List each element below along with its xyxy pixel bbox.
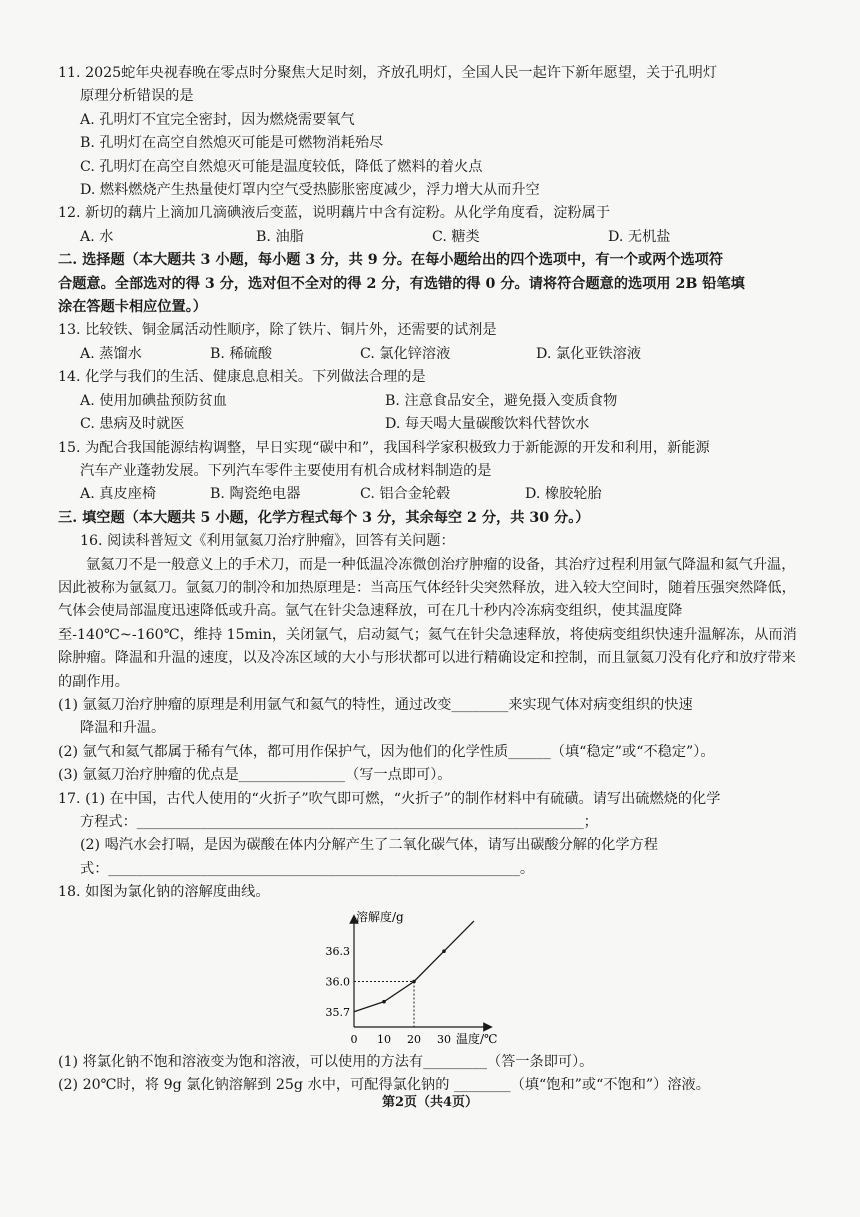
exam-page xyxy=(58,62,800,1097)
q15-option-c: C. 铝合金轮毂 xyxy=(360,486,451,503)
q14-option-d: D. 每天喝大量碳酸饮料代替饮水 xyxy=(385,416,590,433)
question-13 xyxy=(58,319,800,366)
q12-option-b: B. 油脂 xyxy=(256,228,304,245)
q14-option-b: B. 注意食品安全，避免摄入变质食物 xyxy=(385,392,618,409)
q14-option-c: C. 患病及时就医 xyxy=(80,416,185,433)
q16-intro: 16. 阅读科普短文《利用氩氦刀治疗肿瘤》，回答有关问题： xyxy=(80,533,455,550)
x-tick-label: 10 xyxy=(377,1032,391,1046)
q14-option-a: A. 使用加碘盐预防贫血 xyxy=(80,392,227,409)
q12-option-a: A. 水 xyxy=(80,228,114,245)
q15-option-a: A. 真皮座椅 xyxy=(80,486,157,503)
q11-stem-cont: 原理分析错误的是 xyxy=(80,88,194,105)
x-tick-label: 0 xyxy=(350,1032,358,1046)
q11-option-a: A. 孔明灯不宜完全密封，因为燃烧需要氧气 xyxy=(80,111,355,128)
q15-stem-cont: 汽车产业蓬勃发展。下列汽车零件主要使用有机合成材料制造的是 xyxy=(80,462,492,479)
x-tick-label: 20 xyxy=(407,1032,421,1046)
question-14 xyxy=(58,366,800,436)
question-11 xyxy=(58,62,800,202)
sec2-line-1: 二. 选择题（本大题共 3 小题，每小题 3 分，共 9 分。在每小题给出的四个选项中，有一个或两个选项符 xyxy=(58,252,724,269)
q11-option-c: C. 孔明灯在高空自然熄灭可能是温度较低，降低了燃料的着火点 xyxy=(80,158,483,175)
q15-option-d: D. 橡胶轮胎 xyxy=(525,486,602,503)
question-15 xyxy=(58,437,800,507)
q17-part-2-cont: 式：__________________________________________________________。 xyxy=(80,860,535,877)
q15-stem: 15. 为配合我国能源结构调整，早日实现“碳中和”，我国科学家积极致力于新能源的开发和利用，新能源 xyxy=(58,439,710,456)
solubility-chart-area xyxy=(58,911,800,1051)
q11-stem: 11. 2025蛇年央视春晚在零点时分聚焦大足时刻，齐放孔明灯，全国人民一起许下新年愿望，关于孔明灯 xyxy=(58,65,718,81)
solubility-chart xyxy=(310,911,520,1051)
data-point xyxy=(382,1000,386,1004)
q11-option-b: B. 孔明灯在高空自然熄灭可能是可燃物消耗殆尽 xyxy=(80,135,384,152)
section-3-header: 三. 填空题（本大题共 5 小题，化学方程式每个 3 分，其余每空 2 分，共 30 分。） xyxy=(58,509,590,526)
q11-option-d: D. 燃料燃烧产生热量使灯罩内空气受热膨胀密度减少，浮力增大从而升空 xyxy=(80,182,540,199)
q18-part-2: (2) 20℃时，将 9g 氯化钠溶解到 25g 水中，可配得氯化钠的 ________（填“饱和”或“不饱和”）溶液。 xyxy=(58,1077,710,1094)
q15-option-b: B. 陶瓷绝电器 xyxy=(210,486,301,503)
question-18 xyxy=(58,881,800,1097)
q16-part-1-cont: 降温和升温。 xyxy=(80,720,166,737)
page-footer: 第2页（共4页） xyxy=(381,1095,479,1110)
q12-stem: 12. 新切的藕片上滴加几滴碘液后变蓝，说明藕片中含有淀粉。从化学角度看，淀粉属于 xyxy=(58,205,611,222)
y-tick-label: 36.3 xyxy=(325,944,350,958)
q13-option-a: A. 蒸馏水 xyxy=(80,345,142,362)
q13-option-b: B. 稀硫酸 xyxy=(210,345,273,362)
x-tick-label: 30 xyxy=(437,1032,451,1046)
question-16 xyxy=(58,530,800,787)
q17-part-1: 17. (1) 在中国，古代人使用的“火折子”吹气即可燃，“火折子”的制作材料中有硫磺。请写出硫燃烧的化学 xyxy=(58,790,721,807)
x-axis-label: 温度/℃ xyxy=(456,1031,498,1046)
q16-part-3: (3) 氩氦刀治疗肿瘤的优点是_______________（写一点即可）。 xyxy=(58,767,452,784)
question-17 xyxy=(58,788,800,882)
q12-option-d: D. 无机盐 xyxy=(608,228,671,245)
q12-option-c: C. 糖类 xyxy=(432,228,480,245)
section-2-header xyxy=(58,249,800,319)
y-axis-label: 溶解度/g xyxy=(356,910,404,924)
sec2-line-3: 涂在答题卡相应位置。） xyxy=(58,299,207,316)
y-tick-label: 35.7 xyxy=(325,1005,350,1019)
q18-stem: 18. 如图为氯化钠的溶解度曲线。 xyxy=(58,884,270,901)
q18-part-1: (1) 将氯化钠不饱和溶液变为饱和溶液，可以使用的方法有_________（答一条即可）。 xyxy=(58,1053,594,1070)
data-point xyxy=(412,979,416,983)
q13-option-d: D. 氯化亚铁溶液 xyxy=(536,345,642,362)
q13-option-c: C. 氯化锌溶液 xyxy=(360,345,451,362)
data-point xyxy=(442,949,446,953)
q16-part-2: (2) 氩气和氦气都属于稀有气体，都可用作保护气，因为他们的化学性质______（填“稳定”或“不稳定”）。 xyxy=(58,743,715,760)
q17-part-2: (2) 喝汽水会打嗝，是因为碳酸在体内分解产生了二氧化碳气体，请写出碳酸分解的化学方程 xyxy=(80,837,658,854)
question-12 xyxy=(58,202,800,249)
q13-stem: 13. 比较铁、铜金属活动性顺序，除了铁片、铜片外，还需要的试剂是 xyxy=(58,322,497,339)
sec2-line-2: 合题意。全部选对的得 3 分，选对但不全对的得 2 分，有选错的得 0 分。请将符合题意的选项用 2B 铅笔填 xyxy=(58,275,745,292)
q14-stem: 14. 化学与我们的生活、健康息息相关。下列做法合理的是 xyxy=(58,369,426,386)
q17-part-1-cont: 方程式：_______________________________________________________________； xyxy=(80,814,598,830)
q16-passage: 氩氦刀不是一般意义上的手术刀，而是一种低温冷冻微创治疗肿瘤的设备，其治疗过程利用氩气降温和氦气升温，因此被称为氩氦刀。氩氦刀的制冷和加热原理是：当高压气体经针尖突然释放，进入较大空间时，随着压强突然降低，气体会使局部温度迅速降低或升高。氩气在针尖急速释放，可在几十秒内冷冻病变组织，使其温度降至-140℃~-160℃，维持 15min，关闭氩气，启动氦气；氦气在针尖急速释放，将使病变组织快速升温解冻，从而消除肿瘤。降温和升温的速度，以及冷冻区域的大小与形状都可以进行精确设定和控制，而且氩氦刀没有化疗和放疗带来的副作用。 xyxy=(58,556,797,690)
y-tick-label: 36.0 xyxy=(325,975,350,989)
q16-part-1: (1) 氩氦刀治疗肿瘤的原理是利用氩气和氦气的特性，通过改变________来实现气体对病变组织的快速 xyxy=(58,696,693,713)
